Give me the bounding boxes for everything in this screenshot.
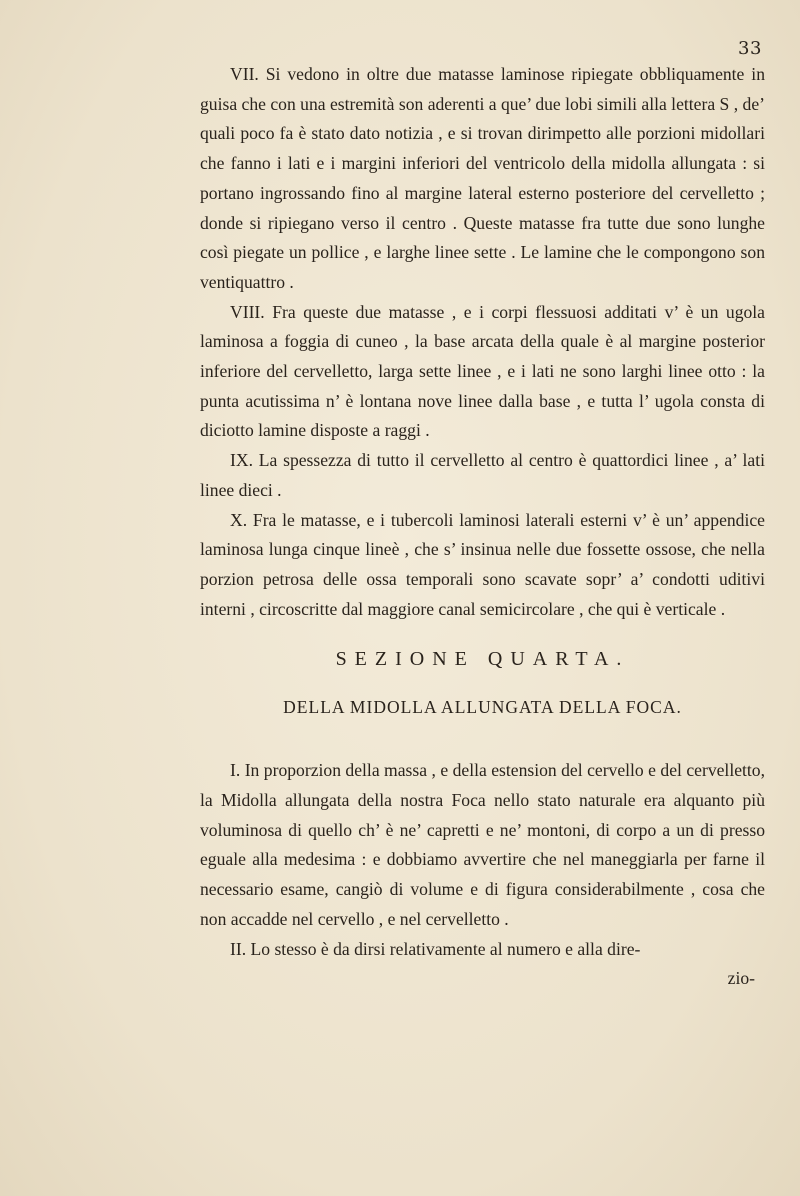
page-content [200,60,765,994]
section-subtitle: DELLA MIDOLLA ALLUNGATA DELLA FOCA. [283,697,682,718]
catchword: zio- [727,968,755,989]
paragraph-vii: VII. Si vedono in oltre due matasse laminose ripiegate obbliquamente in guisa che con una estremità son aderenti a que’ due lobi simili alla lettera S , de’ quali poco fa è stato dato notizia , e si trovan dirimpetto alle porzioni midollari che fanno i lati e i margini inferiori del ventricolo della midolla allungata : si portano ingrossando fino al margine lateral esterno posteriore del cervelletto ; donde si ripiegano verso il centro . Queste matasse fra tutte due sono lunghe così piegate un pollice , e larghe linee sette . Le lamine che le compongono son ventiquattro . [200,64,765,292]
paragraph-ii: II. Lo stesso è da dirsi relativamente al numero e alla dire- [230,938,641,959]
paragraph-x: X. Fra le matasse, e i tubercoli laminosi laterali esterni v’ è un’ appendice laminosa lunga cinque lineè , che s’ insinua nelle due fossette ossose, che nella porzion petrosa delle ossa temporali sono scavate sopr’ a’ condotti uditivi interni , circoscritte dal maggiore canal semicircolare , che qui è verticale . [200,509,765,619]
paragraph-ix: IX. La spessezza di tutto il cervelletto al centro è quattordici linee , a’ lati linee dieci . [200,450,765,500]
paragraph-i: I. In proporzion della massa , e della estension del cervello e del cervelletto, la Midolla allungata della nostra Foca nello stato naturale era alquanto più voluminosa di quello ch’ è ne’ capretti e ne’ montoni, di corpo a un di presso eguale alla medesima : e dobbiamo avvertire che nel maneggiarla per farne il necessario esame, cangiò di volume e di figura considerabilmente , cosa che non accadde nel cervello , e nel cervelletto . [200,760,765,929]
section-title: SEZIONE QUARTA. [335,648,630,671]
paragraph-viii: VIII. Fra queste due matasse , e i corpi flessuosi additati v’ è un ugola laminosa a foggia di cuneo , la base arcata della quale è al margine posterior inferiore del cervelletto, larga sette linee , e i lati ne sono larghi linee otto : la punta acutissima n’ è lontana nove linee dalla base , e tutta l’ ugola consta di diciotto lamine disposte a raggi . [200,301,765,441]
page-number: 33 [738,38,762,59]
